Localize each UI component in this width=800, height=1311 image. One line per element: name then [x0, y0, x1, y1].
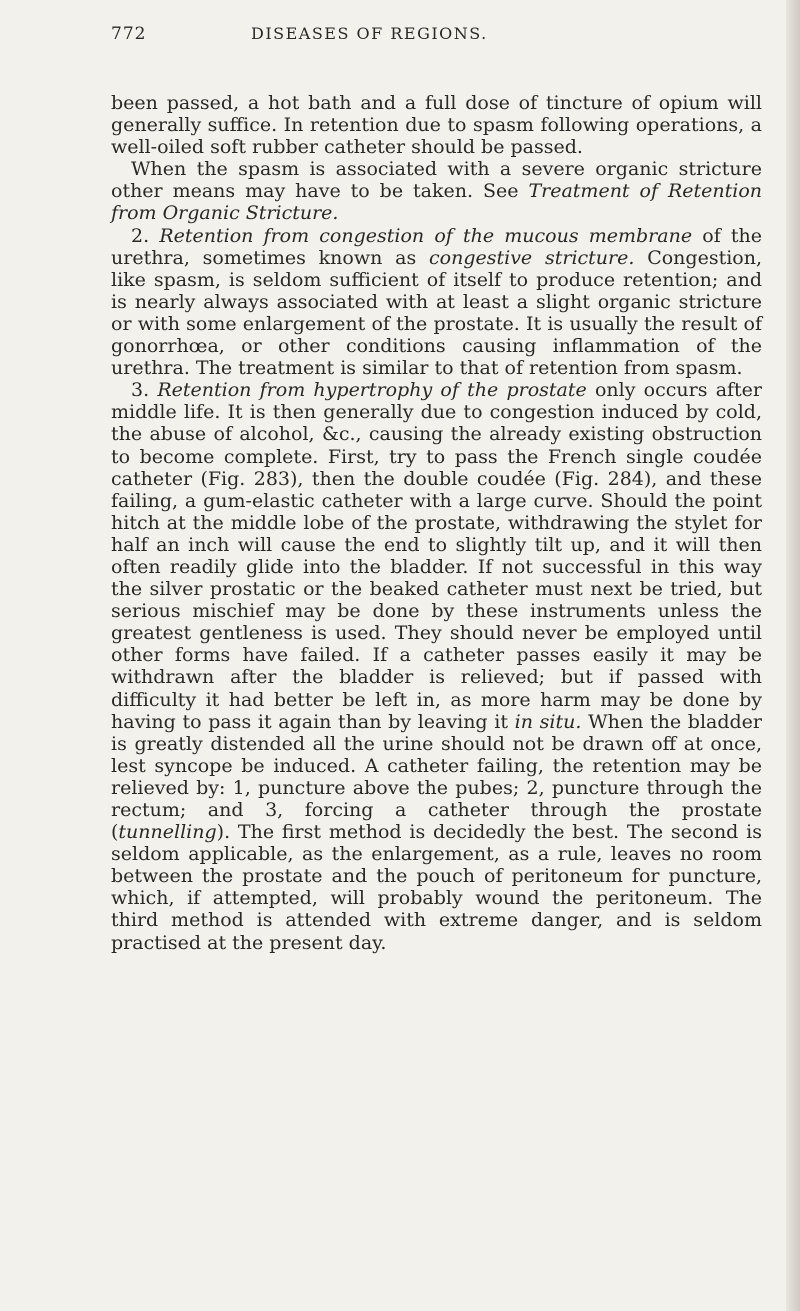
text-run: only occurs after middle life. It is then generally due to congestion induced by cold, the abuse of alcohol, &c., causing the already existing obstruction to become complete. First, try to pass the French single coudée catheter (Fig. 283), then the double coudée (Fig. 284), and these failing, a gum-elastic catheter with a large curve. Should the point hitch at the middle lobe of the prostate, withdrawing the stylet for half an inch will cause the end to slightly tilt up, and it will then often readily glide into the bladder. If not successful in this way the silver prostatic or the beaked catheter must next be tried, but serious mischief may be done by these instruments unless the greatest gentleness is used. They should never be employed until other forms have failed. If a catheter passes easily it may be withdrawn after the bladder is relieved; but if passed with difficulty it had better be left in, as more harm may be done by having to pass it again than by leaving it [111, 379, 763, 733]
text-run: 3. [131, 379, 158, 402]
italic-text-run: tunnelling [118, 821, 217, 844]
italic-text-run: Treatment of Retention from Organic Stricture. [111, 180, 762, 225]
paragraph-3 [111, 225, 762, 380]
text-run: of the urethra, sometimes known as [111, 224, 763, 269]
paragraph-2 [111, 158, 762, 224]
italic-text-run: congestive stricture. [429, 246, 635, 269]
running-head-title: DISEASES OF REGIONS. [251, 24, 488, 43]
text-run: 2. [131, 224, 160, 247]
text-run: been passed, a hot bath and a full dose of tincture of opium will generally suffice. In retention due to spasm following operations, a well-oiled soft rubber catheter should be passed. [111, 92, 762, 159]
text-run: When the bladder is greatly distended all the urine should not be drawn off at once, lest syncope be induced. A catheter failing, the retention may be relieved by: 1, puncture above the pubes; 2, puncture through the rectum; and 3, forcing a catheter through the prostate ( [111, 710, 762, 844]
italic-text-run: in situ. [514, 710, 582, 733]
body-text [111, 92, 762, 954]
italic-text-run: Retention from congestion of the mucous membrane [159, 224, 693, 247]
italic-text-run: Retention from hypertrophy of the prostate [157, 379, 587, 402]
text-run: Congestion, like spasm, is seldom sufficient of itself to produce retention; and is nearly always associated with at least a slight organic stricture or with some enlargement of the prostate. It is usually the result of gonorrhœa, or other conditions causing inflammation of the urethra. The treatment is similar to that of retention from spasm. [111, 246, 762, 380]
page-edge [786, 0, 800, 1311]
page-number: 772 [111, 24, 147, 44]
running-head [111, 24, 771, 48]
paragraph-4 [111, 379, 762, 953]
text-run: ). The first method is decidedly the best. The second is seldom applicable, as the enlargement, as a rule, leaves no room between the prostate and the pouch of peritoneum for puncture, which, if attempted, will probably wound the peritoneum. The third method is attended with extreme danger, and is seldom practised at the present day. [111, 821, 762, 954]
text-run: When the spasm is associated with a severe organic stricture other means may have to be taken. See [111, 158, 762, 203]
paragraph-1 [111, 92, 762, 158]
